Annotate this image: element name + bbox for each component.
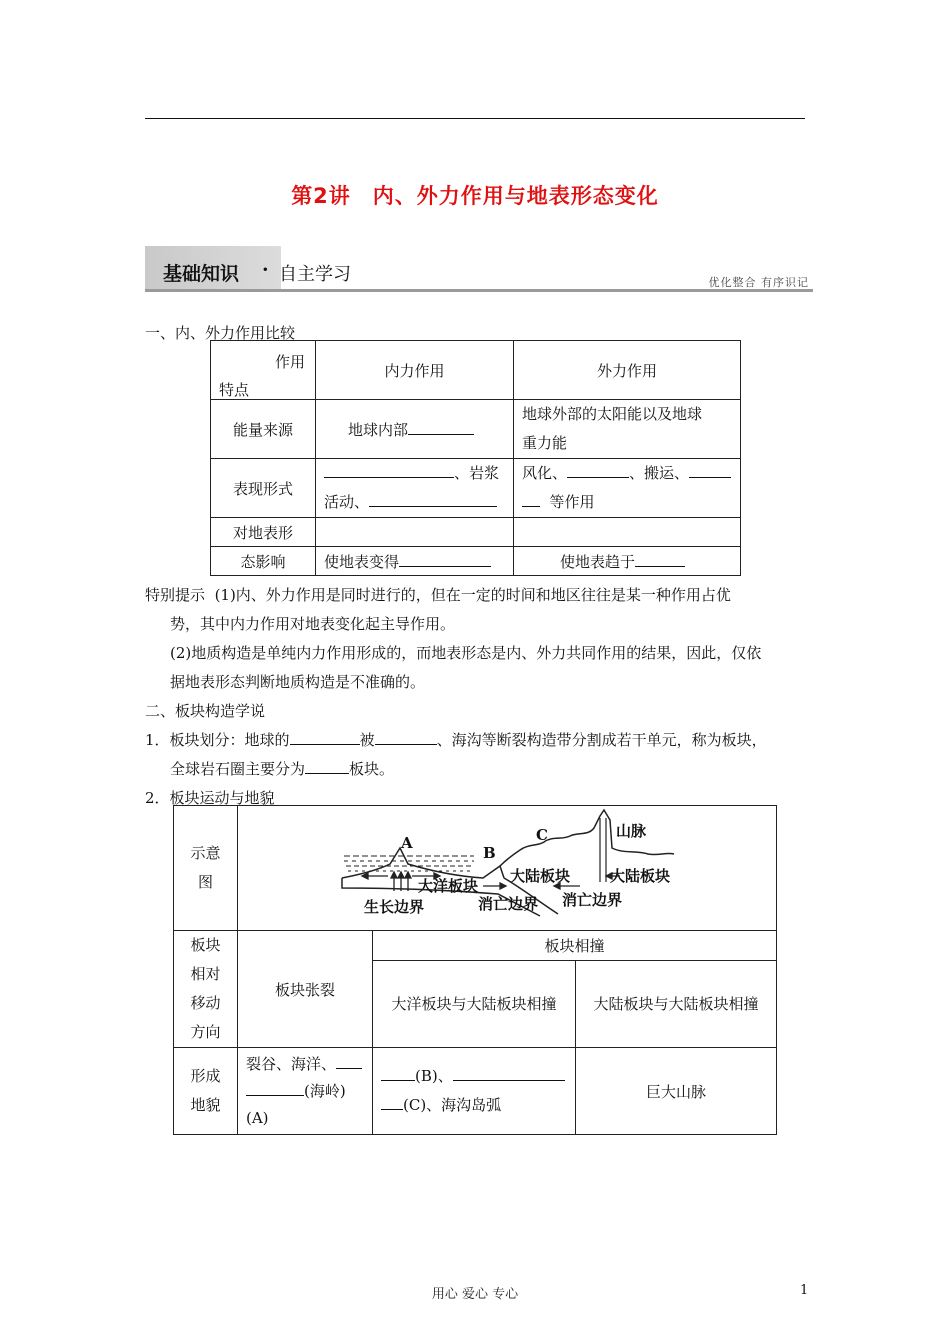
- label-subduction-boundary-2: 消亡边界: [562, 891, 623, 909]
- landform-label-2: 地貌: [190, 1096, 221, 1114]
- row-label-effect-1: 对地表形: [211, 518, 316, 547]
- blank: [399, 551, 491, 567]
- row-label-effect-2: 态影响: [211, 547, 316, 576]
- section1-heading: 一、内、外力作用比较: [145, 324, 296, 342]
- energy-inner-text: 地球内部: [348, 420, 409, 439]
- effect-outer-text: 使地表趋于: [560, 552, 636, 571]
- label-continental-plate-1: 大陆板块: [510, 867, 571, 885]
- upwelling-arrows: [391, 872, 411, 891]
- cell-energy-outer: [514, 400, 741, 459]
- blank: [408, 419, 474, 435]
- item1-line2-b: 板块。: [349, 760, 395, 778]
- page-footer: 用心 爱心 专心: [431, 1287, 519, 1302]
- label-c: C: [536, 826, 548, 844]
- blank: [375, 729, 437, 745]
- label-a: A: [401, 834, 413, 852]
- direction-label-3: 移动: [190, 994, 221, 1012]
- cell-effect-outer-top: [514, 518, 741, 547]
- corner-top: 作用: [274, 353, 305, 371]
- cell-effect-inner-top: [316, 518, 514, 547]
- item1-c: 、海沟等断裂构造带分割成若干单元，称为板块，: [436, 731, 767, 749]
- effect-inner-text: 使地表变得: [324, 552, 400, 571]
- blank: [381, 1094, 403, 1110]
- cell-form-outer: [514, 459, 741, 518]
- cell-effect-inner: [316, 547, 514, 576]
- form-outer-b: 、搬运、: [629, 464, 690, 482]
- blank: [369, 491, 497, 507]
- direction-label-4: 方向: [190, 1023, 221, 1041]
- item1-line2-a: 全球岩石圈主要分为: [170, 760, 306, 778]
- blank: [336, 1053, 362, 1069]
- header-outer: 外力作用: [514, 341, 741, 400]
- blank: [567, 462, 629, 478]
- blank: [305, 758, 349, 774]
- oc-landform-cell: [373, 1048, 576, 1135]
- energy-outer-line2: 重力能: [522, 434, 568, 452]
- label-continental-plate-2: 大陆板块: [610, 867, 671, 885]
- tip1-line1: [145, 584, 731, 605]
- banner-subheading: 自主学习: [279, 264, 351, 285]
- banner-dot: ·: [262, 259, 269, 281]
- landform-label: [174, 1048, 238, 1135]
- label-b: B: [483, 844, 496, 862]
- direction-label-1: 板块: [190, 936, 221, 954]
- rifting-cell: 板块张裂: [238, 931, 373, 1048]
- rift-l2: (海岭): [304, 1081, 346, 1100]
- corner-bottom: 特点: [219, 381, 250, 399]
- corner-cell: [211, 341, 316, 400]
- plate-diagram: [238, 806, 776, 930]
- diagram-label-1: 示意: [190, 844, 221, 862]
- blank: [290, 729, 360, 745]
- row-label-energy: 能量来源: [211, 400, 316, 459]
- blank: [522, 491, 540, 507]
- blank: [635, 551, 685, 567]
- tip1-text: (1)内、外力作用是同时进行的，但在一定的时间和地区往往是某一种作用占优: [214, 586, 731, 604]
- label-growth-boundary: 生长边界: [364, 898, 425, 916]
- direction-label-2: 相对: [190, 965, 221, 983]
- row-label-form: 表现形式: [211, 459, 316, 518]
- item1-b: 被: [359, 731, 375, 749]
- label-mountain: 山脉: [616, 822, 647, 840]
- blank: [381, 1065, 415, 1081]
- label-oceanic-plate: 大洋板块: [418, 877, 479, 895]
- item1-a: 1．板块划分：地球的: [145, 731, 290, 749]
- label-subduction-boundary-1: 消亡边界: [478, 895, 539, 913]
- plate-motion-table: [173, 805, 777, 1135]
- tip1-line2: 势，其中内力作用对地表变化起主导作用。: [170, 615, 456, 633]
- cell-energy-inner: [316, 400, 514, 459]
- banner-tag: 优化整合 有序识记: [708, 276, 809, 289]
- form-outer-a: 风化、: [522, 464, 568, 482]
- section2-heading: 二、板块构造学说: [145, 702, 266, 720]
- item1-line2: [170, 758, 394, 779]
- form-inner-suffix: 、岩浆: [454, 464, 500, 482]
- banner-heading: 基础知识: [163, 263, 240, 285]
- direction-label: [174, 931, 238, 1048]
- cc-landform-cell: 巨大山脉: [576, 1048, 777, 1135]
- cell-effect-outer: [514, 547, 741, 576]
- blank: [453, 1065, 565, 1081]
- item1-line1: [145, 729, 767, 750]
- form-inner-prefix: 活动、: [324, 493, 370, 511]
- continent-outline: [500, 810, 674, 866]
- blank: [324, 462, 454, 478]
- rift-l3: (A): [246, 1108, 269, 1127]
- landform-label-1: 形成: [190, 1067, 221, 1085]
- energy-outer-line1: 地球外部的太阳能以及地球: [522, 405, 703, 423]
- header-inner: 内力作用: [316, 341, 514, 400]
- tip-label: 特别提示: [145, 586, 206, 604]
- tip2-line2: 据地表形态判断地质构造是不准确的。: [170, 673, 426, 691]
- page-title: 第2讲 内、外力作用与地表形态变化: [291, 184, 659, 208]
- oc-l2: (C)、海沟岛弧: [403, 1096, 502, 1114]
- diagram-label: [174, 806, 238, 931]
- collision-header: 板块相撞: [373, 931, 777, 961]
- force-comparison-table: [210, 340, 741, 576]
- continent-continent-cell: 大陆板块与大陆板块相撞: [576, 960, 777, 1048]
- item2-heading: 2．板块运动与地貌: [145, 789, 275, 807]
- blank: [689, 462, 731, 478]
- rift-landform-cell: [238, 1048, 373, 1135]
- rift-l1: 裂谷、海洋、: [246, 1054, 337, 1073]
- ocean-continent-cell: 大洋板块与大陆板块相撞: [373, 960, 576, 1048]
- page-number: 1: [800, 1283, 809, 1298]
- diagram-cell: [238, 806, 777, 931]
- form-outer-suffix: 等作用: [549, 493, 595, 511]
- section-banner: [145, 246, 813, 292]
- diagram-label-2: 图: [197, 873, 213, 891]
- blank: [246, 1080, 304, 1096]
- cell-form-inner: [316, 459, 514, 518]
- header-rule: [145, 118, 805, 119]
- sea-surface: [344, 856, 474, 871]
- oc-l1: (B)、: [415, 1067, 453, 1085]
- tip2-line1: (2)地质构造是单纯内力作用形成的，而地表形态是内、外力共同作用的结果，因此，仅依: [170, 644, 762, 662]
